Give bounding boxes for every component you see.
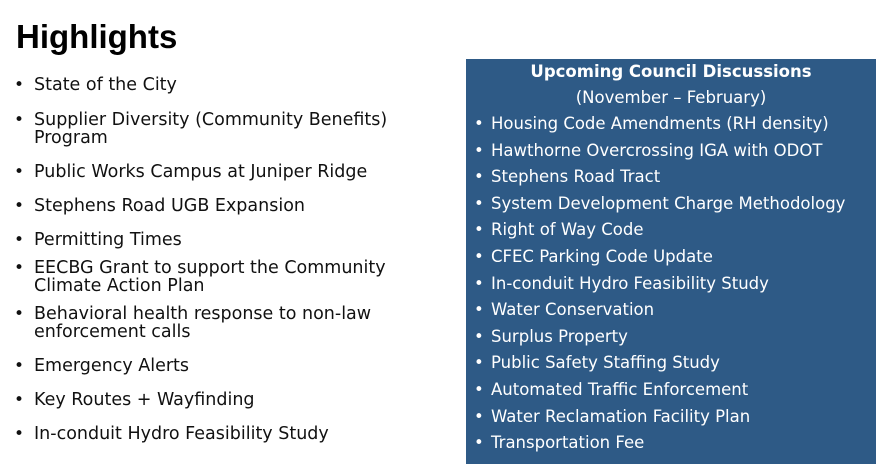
bullet-icon: •: [474, 433, 484, 453]
list-item-text: EECBG Grant to support the Community Climate Action Plan: [34, 258, 386, 296]
bullet-icon: •: [14, 110, 25, 130]
list-item: [474, 377, 876, 404]
bullet-icon: •: [14, 162, 25, 182]
bullet-icon: •: [474, 406, 484, 426]
list-item: [474, 350, 876, 377]
list-item-text: Water Reclamation Facility Plan: [491, 406, 751, 426]
list-item-text: Right of Way Code: [491, 220, 644, 240]
list-item: [14, 197, 454, 215]
bullet-icon: •: [14, 424, 25, 444]
list-item-text: Hawthorne Overcrossing IGA with ODOT: [491, 140, 823, 160]
list-item-text: Housing Code Amendments (RH density): [491, 114, 829, 133]
bullet-icon: •: [474, 326, 484, 346]
list-item-text: Transportation Fee: [491, 433, 645, 453]
list-item: [14, 76, 454, 94]
list-item: [14, 391, 454, 409]
bullet-icon: •: [14, 304, 25, 324]
page-title: Highlights: [16, 18, 178, 55]
list-item-text: System Development Charge Methodology: [491, 193, 846, 213]
list-item-text: Water Conservation: [491, 300, 655, 320]
list-item: [14, 357, 454, 375]
list-item: [474, 430, 876, 457]
bullet-icon: •: [14, 75, 25, 95]
panel-subtitle: (November – February): [575, 88, 767, 107]
list-item-text: Behavioral health response to non-law enforcement calls: [34, 304, 372, 342]
list-item-text: Stephens Road UGB Expansion: [34, 196, 306, 216]
list-item-text: In-conduit Hydro Feasibility Study: [491, 273, 769, 293]
list-item: [14, 111, 454, 147]
list-item: [474, 297, 876, 324]
list-item-text: Key Routes + Wayfinding: [34, 390, 255, 410]
bullet-icon: •: [474, 273, 484, 293]
bullet-icon: •: [474, 114, 484, 133]
list-item-text: Emergency Alerts: [34, 356, 190, 376]
list-item-text: State of the City: [34, 75, 177, 95]
bullet-icon: •: [474, 379, 484, 399]
panel-title: Upcoming Council Discussions: [530, 62, 812, 81]
list-item: [14, 163, 454, 181]
bullet-icon: •: [14, 258, 25, 278]
list-item: [14, 425, 454, 443]
bullet-icon: •: [14, 230, 25, 250]
list-item-text: Public Safety Staffing Study: [491, 353, 720, 373]
list-item: [474, 404, 876, 431]
bullet-icon: •: [474, 300, 484, 320]
council-discussions-list: [466, 111, 876, 457]
bullet-icon: •: [474, 167, 484, 187]
list-item-text: Automated Traffic Enforcement: [491, 379, 749, 399]
list-item: [474, 164, 876, 191]
list-item: [14, 305, 454, 341]
bullet-icon: •: [14, 356, 25, 376]
list-item: [474, 138, 876, 165]
list-item: [474, 244, 876, 271]
list-item: [14, 231, 454, 249]
list-item-text: Surplus Property: [491, 326, 628, 346]
bullet-icon: •: [474, 140, 484, 160]
bullet-icon: •: [474, 246, 484, 266]
council-discussions-panel: [466, 59, 876, 464]
list-item-text: In-conduit Hydro Feasibility Study: [34, 424, 329, 444]
highlights-list: [14, 70, 454, 443]
list-item: [474, 271, 876, 298]
list-item: [474, 111, 876, 138]
list-item-text: Public Works Campus at Juniper Ridge: [34, 162, 368, 182]
bullet-icon: •: [474, 353, 484, 373]
list-item-text: Permitting Times: [34, 230, 182, 250]
bullet-icon: •: [14, 390, 25, 410]
bullet-icon: •: [474, 220, 484, 240]
bullet-icon: •: [14, 196, 25, 216]
bullet-icon: •: [474, 193, 484, 213]
list-item-text: CFEC Parking Code Update: [491, 246, 713, 266]
list-item: [474, 324, 876, 351]
list-item: [474, 191, 876, 218]
list-item-text: Supplier Diversity (Community Benefits) Program: [34, 110, 388, 148]
list-item: [474, 217, 876, 244]
list-item: [14, 259, 454, 295]
list-item-text: Stephens Road Tract: [491, 167, 661, 187]
